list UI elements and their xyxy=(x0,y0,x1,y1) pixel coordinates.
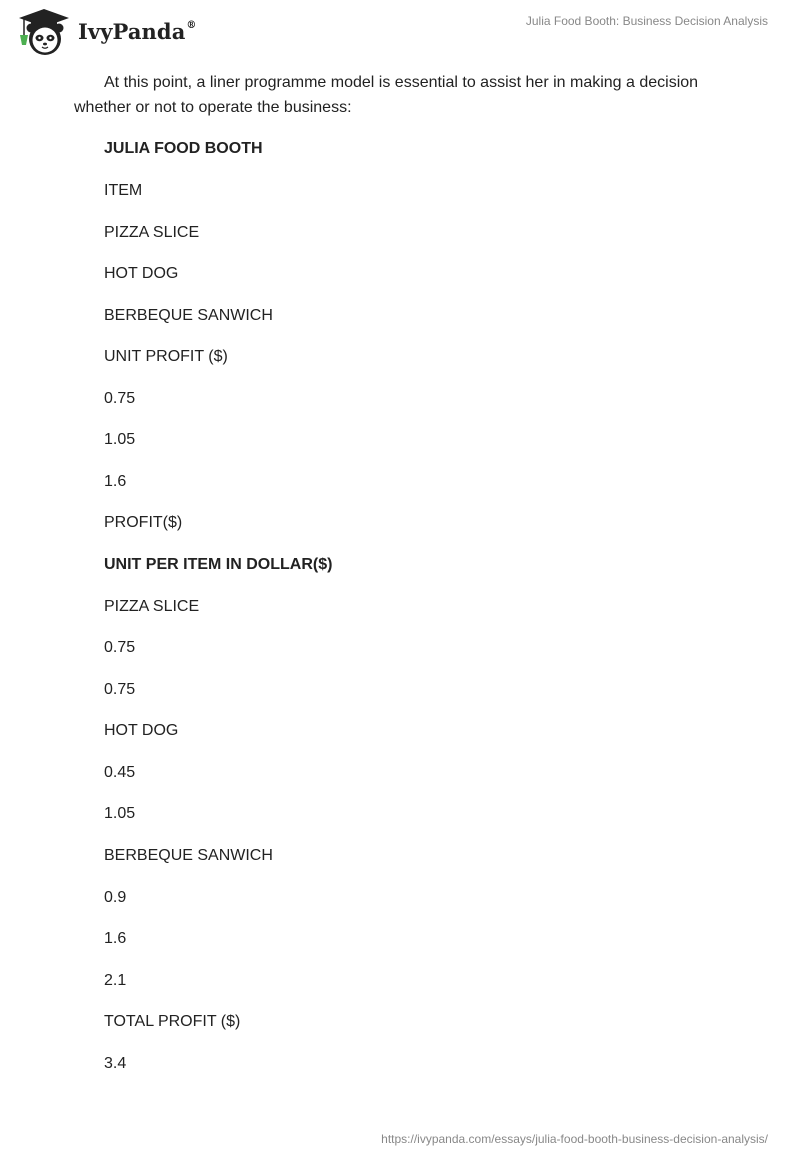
body-line: 2.1 xyxy=(104,972,127,989)
body-line: 1.05 xyxy=(104,805,136,822)
registered-mark: ® xyxy=(186,19,197,31)
document-running-title: Julia Food Booth: Business Decision Analysis xyxy=(525,14,768,28)
body-line: 0.75 xyxy=(104,639,136,656)
body-line: 3.4 xyxy=(104,1055,127,1072)
intro-paragraph: At this point, a liner programme model is essential to assist her in making a decision whether or not to operate the business: xyxy=(74,74,699,116)
body-line: UNIT PROFIT ($) xyxy=(104,348,228,365)
body-line: BERBEQUE SANWICH xyxy=(104,307,273,324)
body-line: HOT DOG xyxy=(104,722,179,739)
panda-graduate-logo-icon xyxy=(14,7,74,57)
body-line: HOT DOG xyxy=(104,265,179,282)
body-line: 0.75 xyxy=(104,390,136,407)
body-line: PIZZA SLICE xyxy=(104,598,200,615)
body-line: TOTAL PROFIT ($) xyxy=(104,1013,241,1030)
body-line: 1.6 xyxy=(104,473,127,490)
brand-name: IvyPanda® xyxy=(78,18,197,44)
ivypanda-logo[interactable] xyxy=(14,7,197,57)
body-line: 1.6 xyxy=(104,930,127,947)
body-line: ITEM xyxy=(104,182,143,199)
body-line: PROFIT($) xyxy=(104,514,183,531)
body-line: 0.9 xyxy=(104,889,127,906)
section-heading-line: UNIT PER ITEM IN DOLLAR($) xyxy=(104,556,333,573)
body-line: BERBEQUE SANWICH xyxy=(104,847,273,864)
body-line: 0.75 xyxy=(104,681,136,698)
table-title-line: JULIA FOOD BOOTH xyxy=(104,140,263,157)
body-line: 0.45 xyxy=(104,764,136,781)
body-line: 1.05 xyxy=(104,431,136,448)
body-line: PIZZA SLICE xyxy=(104,224,200,241)
page-header xyxy=(0,0,800,60)
source-url[interactable]: https://ivypanda.com/essays/julia-food-booth-business-decision-analysis/ xyxy=(381,1132,768,1146)
